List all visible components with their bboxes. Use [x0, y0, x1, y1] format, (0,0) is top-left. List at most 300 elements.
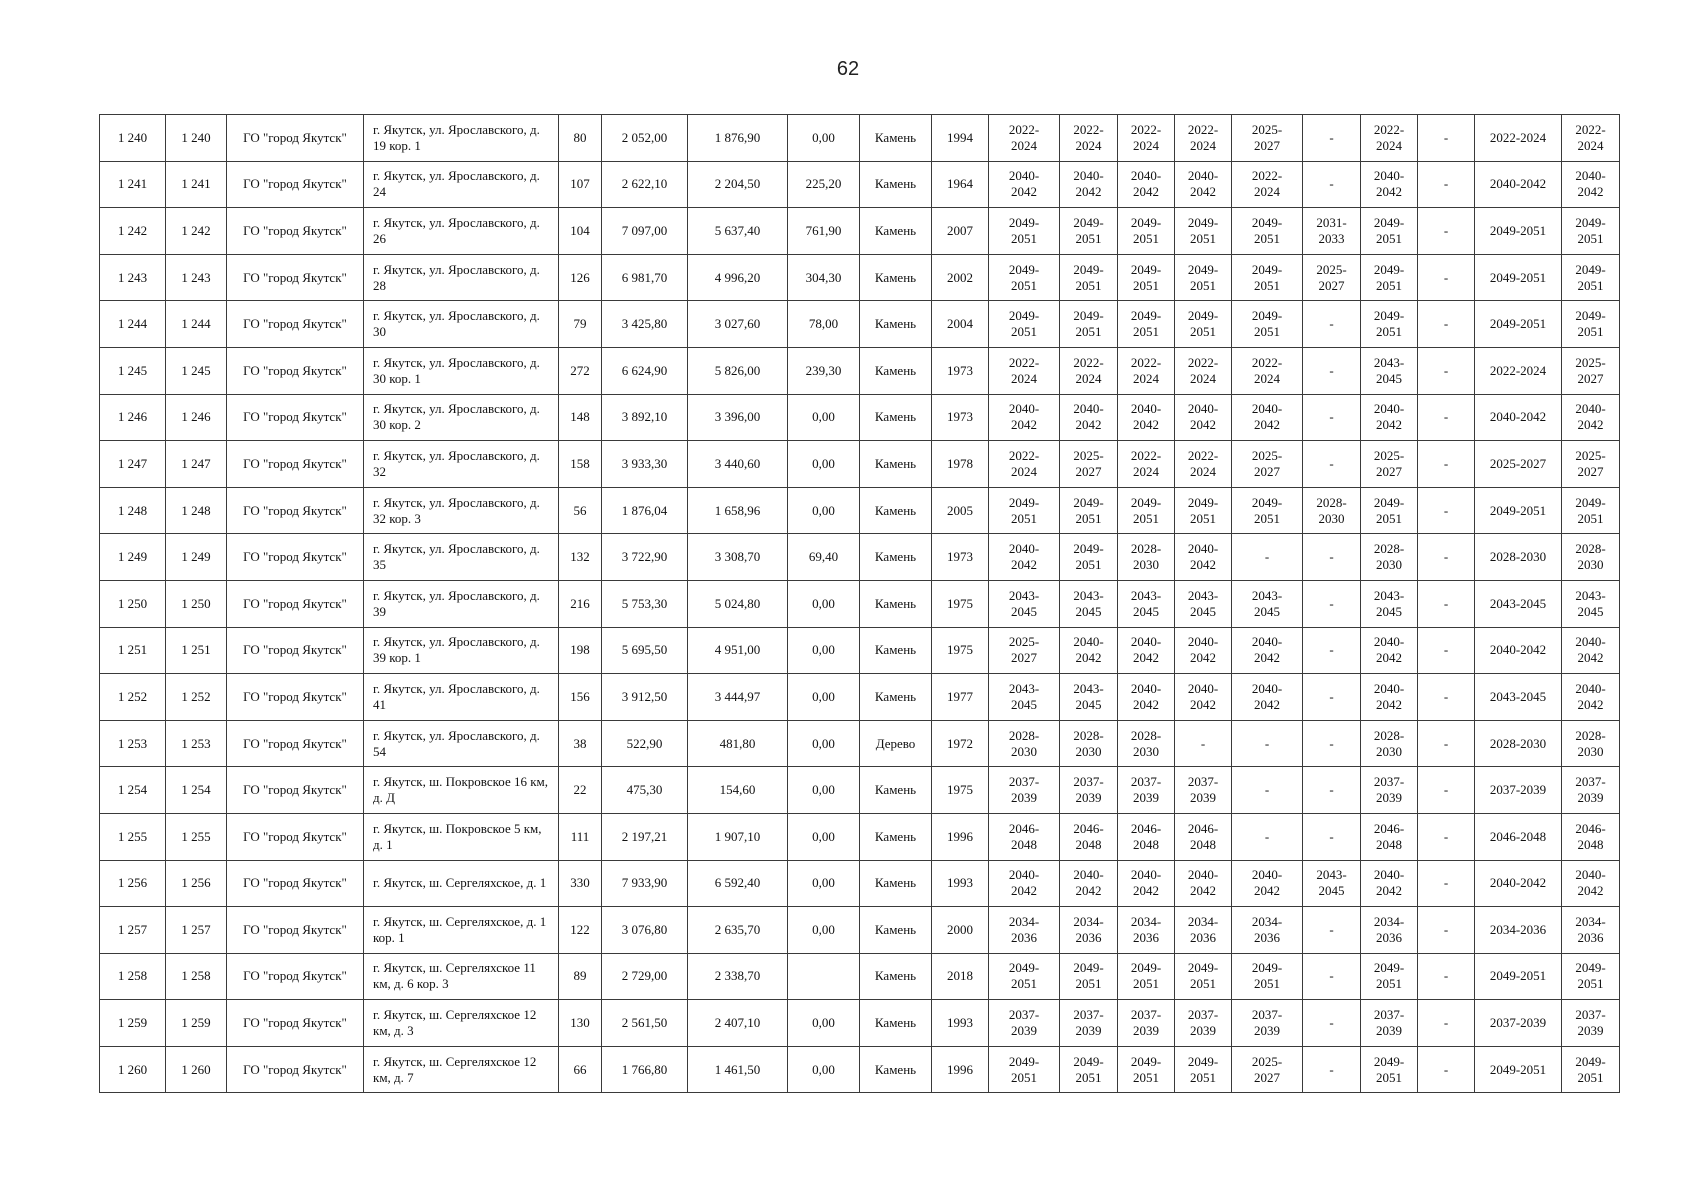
work-period-cell-5: 2049- 2051 — [1232, 953, 1303, 1000]
row-number-cell: 1 245 — [100, 347, 166, 394]
work-period-cell-5: 2049- 2051 — [1232, 487, 1303, 534]
work-period-cell-1: 2049- 2051 — [989, 487, 1060, 534]
work-period-cell-3: 2049- 2051 — [1118, 254, 1175, 301]
work-period-cell-4: 2040- 2042 — [1175, 534, 1232, 581]
work-period-cell-3: 2037- 2039 — [1118, 1000, 1175, 1047]
table-row — [100, 907, 1620, 954]
work-period-cell-9: 2040-2042 — [1475, 161, 1562, 208]
work-period-cell-10: 2049- 2051 — [1562, 208, 1620, 255]
work-period-cell-7: 2040- 2042 — [1361, 394, 1418, 441]
residents-cell: 79 — [559, 301, 602, 348]
table-row — [100, 254, 1620, 301]
construction-year-cell: 1964 — [932, 161, 989, 208]
work-period-cell-1: 2037- 2039 — [989, 1000, 1060, 1047]
work-period-cell-2: 2049- 2051 — [1060, 953, 1118, 1000]
table-row — [100, 580, 1620, 627]
table-row — [100, 301, 1620, 348]
work-period-cell-7: 2049- 2051 — [1361, 301, 1418, 348]
table-row — [100, 1046, 1620, 1093]
address-cell: г. Якутск, ул. Ярославского, д. 30 — [364, 301, 559, 348]
work-period-cell-1: 2043- 2045 — [989, 674, 1060, 721]
work-period-cell-6: - — [1303, 720, 1361, 767]
work-period-cell-4: 2040- 2042 — [1175, 161, 1232, 208]
work-period-cell-7: 2040- 2042 — [1361, 674, 1418, 721]
work-period-cell-6: - — [1303, 674, 1361, 721]
residents-cell: 126 — [559, 254, 602, 301]
nonresidential-area-cell — [788, 953, 860, 1000]
work-period-cell-10: 2040- 2042 — [1562, 394, 1620, 441]
work-period-cell-7: 2043- 2045 — [1361, 347, 1418, 394]
work-period-cell-3: 2046- 2048 — [1118, 813, 1175, 860]
work-period-cell-1: 2043- 2045 — [989, 580, 1060, 627]
total-area-cell: 5 753,30 — [602, 580, 688, 627]
building-number-cell: 1 244 — [166, 301, 227, 348]
work-period-cell-8: - — [1418, 674, 1475, 721]
work-period-cell-1: 2037- 2039 — [989, 767, 1060, 814]
municipality-cell: ГО "город Якутск" — [227, 813, 364, 860]
work-period-cell-6: - — [1303, 627, 1361, 674]
work-period-cell-1: 2022- 2024 — [989, 347, 1060, 394]
work-period-cell-7: 2046- 2048 — [1361, 813, 1418, 860]
nonresidential-area-cell: 0,00 — [788, 115, 860, 162]
total-area-cell: 6 981,70 — [602, 254, 688, 301]
work-period-cell-3: 2028- 2030 — [1118, 534, 1175, 581]
wall-material-cell: Камень — [860, 487, 932, 534]
work-period-cell-7: 2043- 2045 — [1361, 580, 1418, 627]
nonresidential-area-cell: 0,00 — [788, 860, 860, 907]
residential-area-cell: 5 826,00 — [688, 347, 788, 394]
work-period-cell-3: 2037- 2039 — [1118, 767, 1175, 814]
work-period-cell-8: - — [1418, 953, 1475, 1000]
work-period-cell-4: 2049- 2051 — [1175, 301, 1232, 348]
work-period-cell-7: 2037- 2039 — [1361, 767, 1418, 814]
construction-year-cell: 1975 — [932, 627, 989, 674]
municipality-cell: ГО "город Якутск" — [227, 1046, 364, 1093]
work-period-cell-4: 2049- 2051 — [1175, 208, 1232, 255]
total-area-cell: 2 197,21 — [602, 813, 688, 860]
work-period-cell-5: - — [1232, 720, 1303, 767]
address-cell: г. Якутск, ул. Ярославского, д. 39 — [364, 580, 559, 627]
work-period-cell-8: - — [1418, 580, 1475, 627]
row-number-cell: 1 248 — [100, 487, 166, 534]
row-number-cell: 1 250 — [100, 580, 166, 627]
residential-area-cell: 2 204,50 — [688, 161, 788, 208]
work-period-cell-7: 2049- 2051 — [1361, 254, 1418, 301]
row-number-cell: 1 244 — [100, 301, 166, 348]
work-period-cell-8: - — [1418, 115, 1475, 162]
work-period-cell-6: 2025- 2027 — [1303, 254, 1361, 301]
row-number-cell: 1 253 — [100, 720, 166, 767]
wall-material-cell: Камень — [860, 534, 932, 581]
work-period-cell-5: 2040- 2042 — [1232, 394, 1303, 441]
work-period-cell-8: - — [1418, 1000, 1475, 1047]
work-period-cell-8: - — [1418, 208, 1475, 255]
work-period-cell-6: - — [1303, 580, 1361, 627]
row-number-cell: 1 249 — [100, 534, 166, 581]
construction-year-cell: 1975 — [932, 767, 989, 814]
work-period-cell-10: 2025- 2027 — [1562, 441, 1620, 488]
row-number-cell: 1 246 — [100, 394, 166, 441]
work-period-cell-7: 2028- 2030 — [1361, 534, 1418, 581]
table-body — [100, 115, 1620, 1093]
building-number-cell: 1 252 — [166, 674, 227, 721]
building-number-cell: 1 256 — [166, 860, 227, 907]
work-period-cell-1: 2040- 2042 — [989, 860, 1060, 907]
residential-area-cell: 2 338,70 — [688, 953, 788, 1000]
work-period-cell-6: - — [1303, 347, 1361, 394]
work-period-cell-1: 2049- 2051 — [989, 208, 1060, 255]
work-period-cell-8: - — [1418, 441, 1475, 488]
work-period-cell-4: 2049- 2051 — [1175, 487, 1232, 534]
nonresidential-area-cell: 78,00 — [788, 301, 860, 348]
work-period-cell-10: 2037- 2039 — [1562, 1000, 1620, 1047]
construction-year-cell: 1978 — [932, 441, 989, 488]
construction-year-cell: 2004 — [932, 301, 989, 348]
work-period-cell-8: - — [1418, 627, 1475, 674]
nonresidential-area-cell: 225,20 — [788, 161, 860, 208]
work-period-cell-5: 2025- 2027 — [1232, 115, 1303, 162]
work-period-cell-10: 2049- 2051 — [1562, 301, 1620, 348]
address-cell: г. Якутск, ш. Покровское 16 км, д. Д — [364, 767, 559, 814]
wall-material-cell: Камень — [860, 115, 932, 162]
residents-cell: 130 — [559, 1000, 602, 1047]
total-area-cell: 6 624,90 — [602, 347, 688, 394]
construction-year-cell: 1994 — [932, 115, 989, 162]
work-period-cell-2: 2049- 2051 — [1060, 208, 1118, 255]
table-row — [100, 767, 1620, 814]
building-number-cell: 1 246 — [166, 394, 227, 441]
work-period-cell-4: 2040- 2042 — [1175, 860, 1232, 907]
address-cell: г. Якутск, ул. Ярославского, д. 39 кор. 1 — [364, 627, 559, 674]
building-number-cell: 1 255 — [166, 813, 227, 860]
row-number-cell: 1 255 — [100, 813, 166, 860]
residential-area-cell: 3 396,00 — [688, 394, 788, 441]
table-row — [100, 441, 1620, 488]
wall-material-cell: Камень — [860, 1000, 932, 1047]
table-row — [100, 720, 1620, 767]
residential-area-cell: 3 027,60 — [688, 301, 788, 348]
work-period-cell-6: - — [1303, 301, 1361, 348]
work-period-cell-2: 2049- 2051 — [1060, 254, 1118, 301]
work-period-cell-10: 2046- 2048 — [1562, 813, 1620, 860]
residential-area-cell: 6 592,40 — [688, 860, 788, 907]
total-area-cell: 7 933,90 — [602, 860, 688, 907]
municipality-cell: ГО "город Якутск" — [227, 115, 364, 162]
municipality-cell: ГО "город Якутск" — [227, 301, 364, 348]
building-number-cell: 1 249 — [166, 534, 227, 581]
work-period-cell-5: - — [1232, 534, 1303, 581]
work-period-cell-9: 2040-2042 — [1475, 394, 1562, 441]
wall-material-cell: Камень — [860, 627, 932, 674]
municipality-cell: ГО "город Якутск" — [227, 860, 364, 907]
work-period-cell-1: 2049- 2051 — [989, 1046, 1060, 1093]
construction-year-cell: 2007 — [932, 208, 989, 255]
construction-year-cell: 2000 — [932, 907, 989, 954]
wall-material-cell: Камень — [860, 953, 932, 1000]
municipality-cell: ГО "город Якутск" — [227, 953, 364, 1000]
work-period-cell-3: 2040- 2042 — [1118, 627, 1175, 674]
work-period-cell-1: 2040- 2042 — [989, 534, 1060, 581]
construction-year-cell: 1973 — [932, 394, 989, 441]
work-period-cell-9: 2028-2030 — [1475, 534, 1562, 581]
work-period-cell-3: 2043- 2045 — [1118, 580, 1175, 627]
work-period-cell-9: 2046-2048 — [1475, 813, 1562, 860]
work-period-cell-3: 2040- 2042 — [1118, 674, 1175, 721]
construction-year-cell: 1973 — [932, 534, 989, 581]
work-period-cell-5: 2040- 2042 — [1232, 860, 1303, 907]
building-number-cell: 1 257 — [166, 907, 227, 954]
work-period-cell-2: 2049- 2051 — [1060, 534, 1118, 581]
row-number-cell: 1 252 — [100, 674, 166, 721]
work-period-cell-2: 2043- 2045 — [1060, 674, 1118, 721]
address-cell: г. Якутск, ш. Сергеляхское 12 км, д. 3 — [364, 1000, 559, 1047]
work-period-cell-4: 2022- 2024 — [1175, 441, 1232, 488]
residential-area-cell: 3 444,97 — [688, 674, 788, 721]
work-period-cell-9: 2037-2039 — [1475, 767, 1562, 814]
work-period-cell-2: 2040- 2042 — [1060, 394, 1118, 441]
work-period-cell-3: 2049- 2051 — [1118, 208, 1175, 255]
construction-year-cell: 1972 — [932, 720, 989, 767]
work-period-cell-4: 2040- 2042 — [1175, 627, 1232, 674]
work-period-cell-5: 2043- 2045 — [1232, 580, 1303, 627]
residential-area-cell: 4 996,20 — [688, 254, 788, 301]
municipality-cell: ГО "город Якутск" — [227, 208, 364, 255]
residential-area-cell: 1 658,96 — [688, 487, 788, 534]
work-period-cell-3: 2022- 2024 — [1118, 347, 1175, 394]
total-area-cell: 2 561,50 — [602, 1000, 688, 1047]
total-area-cell: 2 622,10 — [602, 161, 688, 208]
wall-material-cell: Камень — [860, 347, 932, 394]
total-area-cell: 3 892,10 — [602, 394, 688, 441]
work-period-cell-7: 2028- 2030 — [1361, 720, 1418, 767]
address-cell: г. Якутск, ул. Ярославского, д. 32 — [364, 441, 559, 488]
residents-cell: 38 — [559, 720, 602, 767]
row-number-cell: 1 260 — [100, 1046, 166, 1093]
work-period-cell-1: 2049- 2051 — [989, 254, 1060, 301]
work-period-cell-6: - — [1303, 534, 1361, 581]
work-period-cell-3: 2049- 2051 — [1118, 487, 1175, 534]
row-number-cell: 1 256 — [100, 860, 166, 907]
work-period-cell-9: 2043-2045 — [1475, 580, 1562, 627]
residents-cell: 132 — [559, 534, 602, 581]
work-period-cell-6: - — [1303, 161, 1361, 208]
building-number-cell: 1 259 — [166, 1000, 227, 1047]
work-period-cell-6: - — [1303, 1046, 1361, 1093]
housing-registry-table — [99, 114, 1620, 1093]
total-area-cell: 3 076,80 — [602, 907, 688, 954]
residential-area-cell: 2 407,10 — [688, 1000, 788, 1047]
work-period-cell-4: 2034- 2036 — [1175, 907, 1232, 954]
work-period-cell-1: 2046- 2048 — [989, 813, 1060, 860]
nonresidential-area-cell: 0,00 — [788, 767, 860, 814]
work-period-cell-10: 2040- 2042 — [1562, 860, 1620, 907]
work-period-cell-7: 2034- 2036 — [1361, 907, 1418, 954]
municipality-cell: ГО "город Якутск" — [227, 441, 364, 488]
work-period-cell-2: 2049- 2051 — [1060, 487, 1118, 534]
wall-material-cell: Камень — [860, 813, 932, 860]
municipality-cell: ГО "город Якутск" — [227, 1000, 364, 1047]
wall-material-cell: Камень — [860, 1046, 932, 1093]
address-cell: г. Якутск, ул. Ярославского, д. 35 — [364, 534, 559, 581]
building-number-cell: 1 253 — [166, 720, 227, 767]
work-period-cell-7: 2049- 2051 — [1361, 487, 1418, 534]
work-period-cell-5: 2022- 2024 — [1232, 161, 1303, 208]
residents-cell: 104 — [559, 208, 602, 255]
row-number-cell: 1 242 — [100, 208, 166, 255]
work-period-cell-5: 2040- 2042 — [1232, 627, 1303, 674]
work-period-cell-2: 2022- 2024 — [1060, 347, 1118, 394]
total-area-cell: 522,90 — [602, 720, 688, 767]
municipality-cell: ГО "город Якутск" — [227, 487, 364, 534]
work-period-cell-9: 2022-2024 — [1475, 115, 1562, 162]
work-period-cell-6: - — [1303, 953, 1361, 1000]
residents-cell: 158 — [559, 441, 602, 488]
construction-year-cell: 1973 — [932, 347, 989, 394]
wall-material-cell: Камень — [860, 301, 932, 348]
work-period-cell-1: 2049- 2051 — [989, 301, 1060, 348]
municipality-cell: ГО "город Якутск" — [227, 720, 364, 767]
work-period-cell-6: - — [1303, 115, 1361, 162]
nonresidential-area-cell: 761,90 — [788, 208, 860, 255]
nonresidential-area-cell: 0,00 — [788, 674, 860, 721]
work-period-cell-8: - — [1418, 254, 1475, 301]
work-period-cell-10: 2022- 2024 — [1562, 115, 1620, 162]
work-period-cell-3: 2028- 2030 — [1118, 720, 1175, 767]
work-period-cell-7: 2022- 2024 — [1361, 115, 1418, 162]
work-period-cell-9: 2049-2051 — [1475, 301, 1562, 348]
work-period-cell-8: - — [1418, 907, 1475, 954]
work-period-cell-5: 2025- 2027 — [1232, 441, 1303, 488]
building-number-cell: 1 247 — [166, 441, 227, 488]
municipality-cell: ГО "город Якутск" — [227, 580, 364, 627]
building-number-cell: 1 258 — [166, 953, 227, 1000]
residents-cell: 80 — [559, 115, 602, 162]
work-period-cell-4: 2022- 2024 — [1175, 115, 1232, 162]
residential-area-cell: 1 907,10 — [688, 813, 788, 860]
work-period-cell-4: 2037- 2039 — [1175, 767, 1232, 814]
work-period-cell-9: 2040-2042 — [1475, 627, 1562, 674]
address-cell: г. Якутск, ул. Ярославского, д. 30 кор. 2 — [364, 394, 559, 441]
nonresidential-area-cell: 0,00 — [788, 813, 860, 860]
wall-material-cell: Дерево — [860, 720, 932, 767]
nonresidential-area-cell: 0,00 — [788, 1046, 860, 1093]
work-period-cell-2: 2025- 2027 — [1060, 441, 1118, 488]
construction-year-cell: 1996 — [932, 813, 989, 860]
residential-area-cell: 1 461,50 — [688, 1046, 788, 1093]
work-period-cell-3: 2022- 2024 — [1118, 441, 1175, 488]
work-period-cell-2: 2034- 2036 — [1060, 907, 1118, 954]
total-area-cell: 1 766,80 — [602, 1046, 688, 1093]
address-cell: г. Якутск, ул. Ярославского, д. 41 — [364, 674, 559, 721]
municipality-cell: ГО "город Якутск" — [227, 627, 364, 674]
construction-year-cell: 1977 — [932, 674, 989, 721]
table-row — [100, 208, 1620, 255]
work-period-cell-8: - — [1418, 767, 1475, 814]
residential-area-cell: 3 308,70 — [688, 534, 788, 581]
construction-year-cell: 2005 — [932, 487, 989, 534]
wall-material-cell: Камень — [860, 208, 932, 255]
wall-material-cell: Камень — [860, 674, 932, 721]
work-period-cell-7: 2049- 2051 — [1361, 1046, 1418, 1093]
work-period-cell-8: - — [1418, 301, 1475, 348]
work-period-cell-7: 2040- 2042 — [1361, 627, 1418, 674]
work-period-cell-5: 2022- 2024 — [1232, 347, 1303, 394]
municipality-cell: ГО "город Якутск" — [227, 907, 364, 954]
total-area-cell: 7 097,00 — [602, 208, 688, 255]
work-period-cell-10: 2028- 2030 — [1562, 534, 1620, 581]
work-period-cell-10: 2049- 2051 — [1562, 953, 1620, 1000]
nonresidential-area-cell: 0,00 — [788, 907, 860, 954]
work-period-cell-4: 2037- 2039 — [1175, 1000, 1232, 1047]
residents-cell: 216 — [559, 580, 602, 627]
building-number-cell: 1 251 — [166, 627, 227, 674]
work-period-cell-3: 2040- 2042 — [1118, 161, 1175, 208]
work-period-cell-10: 2049- 2051 — [1562, 1046, 1620, 1093]
work-period-cell-6: 2043- 2045 — [1303, 860, 1361, 907]
work-period-cell-6: - — [1303, 394, 1361, 441]
municipality-cell: ГО "город Якутск" — [227, 254, 364, 301]
row-number-cell: 1 247 — [100, 441, 166, 488]
work-period-cell-8: - — [1418, 534, 1475, 581]
nonresidential-area-cell: 239,30 — [788, 347, 860, 394]
row-number-cell: 1 240 — [100, 115, 166, 162]
address-cell: г. Якутск, ул. Ярославского, д. 26 — [364, 208, 559, 255]
work-period-cell-9: 2022-2024 — [1475, 347, 1562, 394]
work-period-cell-5: 2037- 2039 — [1232, 1000, 1303, 1047]
work-period-cell-10: 2040- 2042 — [1562, 161, 1620, 208]
construction-year-cell: 1996 — [932, 1046, 989, 1093]
row-number-cell: 1 254 — [100, 767, 166, 814]
nonresidential-area-cell: 0,00 — [788, 580, 860, 627]
table-row — [100, 161, 1620, 208]
work-period-cell-8: - — [1418, 720, 1475, 767]
work-period-cell-4: 2049- 2051 — [1175, 1046, 1232, 1093]
wall-material-cell: Камень — [860, 907, 932, 954]
work-period-cell-3: 2040- 2042 — [1118, 860, 1175, 907]
work-period-cell-5: - — [1232, 767, 1303, 814]
work-period-cell-6: - — [1303, 441, 1361, 488]
work-period-cell-10: 2049- 2051 — [1562, 487, 1620, 534]
nonresidential-area-cell: 0,00 — [788, 720, 860, 767]
residents-cell: 22 — [559, 767, 602, 814]
residential-area-cell: 2 635,70 — [688, 907, 788, 954]
total-area-cell: 2 729,00 — [602, 953, 688, 1000]
wall-material-cell: Камень — [860, 860, 932, 907]
work-period-cell-8: - — [1418, 487, 1475, 534]
table-row — [100, 953, 1620, 1000]
work-period-cell-10: 2040- 2042 — [1562, 627, 1620, 674]
work-period-cell-5: - — [1232, 813, 1303, 860]
work-period-cell-5: 2040- 2042 — [1232, 674, 1303, 721]
work-period-cell-2: 2037- 2039 — [1060, 1000, 1118, 1047]
residential-area-cell: 154,60 — [688, 767, 788, 814]
work-period-cell-5: 2034- 2036 — [1232, 907, 1303, 954]
wall-material-cell: Камень — [860, 580, 932, 627]
work-period-cell-2: 2037- 2039 — [1060, 767, 1118, 814]
work-period-cell-2: 2046- 2048 — [1060, 813, 1118, 860]
work-period-cell-3: 2049- 2051 — [1118, 953, 1175, 1000]
work-period-cell-8: - — [1418, 860, 1475, 907]
residents-cell: 107 — [559, 161, 602, 208]
wall-material-cell: Камень — [860, 441, 932, 488]
work-period-cell-10: 2049- 2051 — [1562, 254, 1620, 301]
work-period-cell-6: - — [1303, 907, 1361, 954]
municipality-cell: ГО "город Якутск" — [227, 347, 364, 394]
building-number-cell: 1 241 — [166, 161, 227, 208]
residents-cell: 198 — [559, 627, 602, 674]
total-area-cell: 5 695,50 — [602, 627, 688, 674]
residents-cell: 330 — [559, 860, 602, 907]
